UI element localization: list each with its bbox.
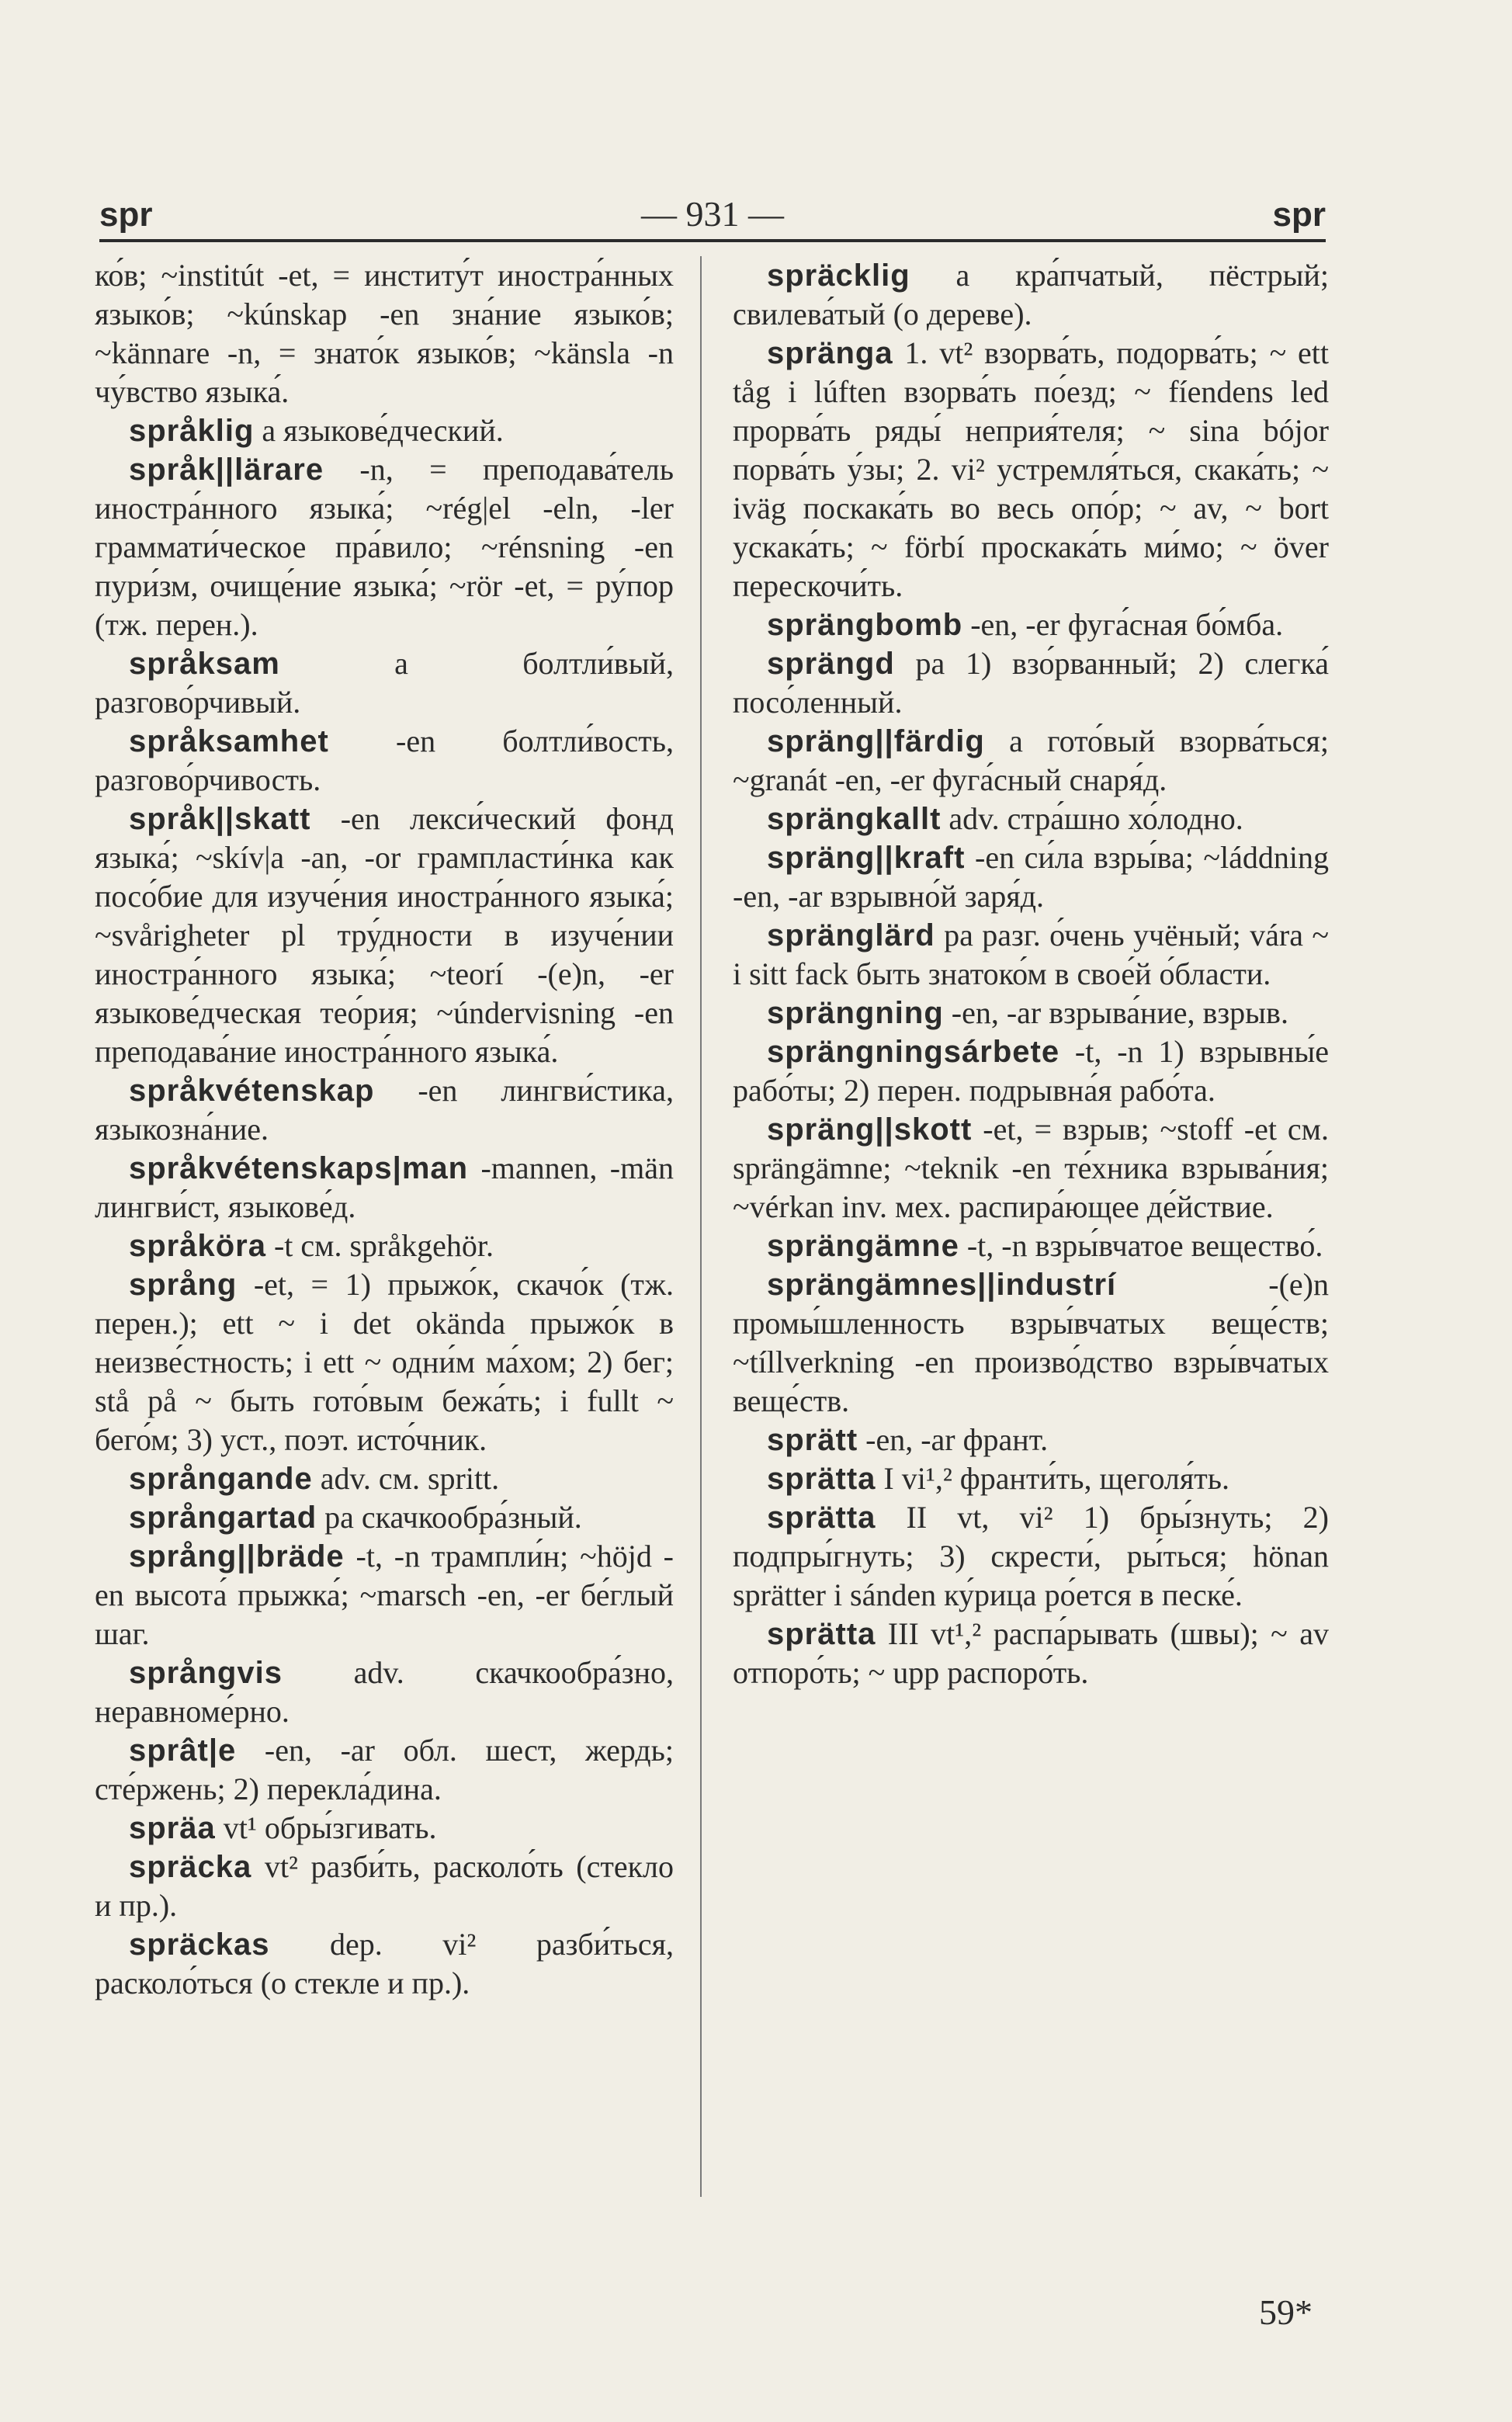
entry-definition: -mannen, -män лингви́ст, языкове́д. xyxy=(95,1150,674,1224)
entry-definition: pa скачкообра́зный. xyxy=(317,1500,582,1535)
entry-headword: sprätta xyxy=(767,1617,876,1651)
entry-definition: dep. vi² разби́ться, расколо́ться (о стекле и пр.). xyxy=(95,1927,674,2000)
entry-headword: språksamhet xyxy=(129,724,329,758)
entry-headword: språksam xyxy=(129,647,280,681)
entry-definition: -et, = взрыв; ~stoff -et см. sprängämne; ~teknik -en те́хника взрыва́ния; ~vérkan inv. мех. распира́ющее де́йствие. xyxy=(733,1112,1329,1224)
entry-definition: adv. скачкообра́зно, неравноме́рно. xyxy=(95,1655,674,1729)
dictionary-entry xyxy=(733,1227,1329,1265)
dictionary-entry xyxy=(95,411,674,450)
entry-definition: -n, = преподава́тель иностра́нного языка́; ~rég|el -eln, -ler граммати́ческое пра́вило; ~rénsning -en пури́зм, очище́ние языка́; ~rör -et, = ру́пор (тж. перен.). xyxy=(95,452,674,642)
entry-definition: adv. см. spritt. xyxy=(312,1461,500,1496)
entry-headword: spräng||kraft xyxy=(767,841,966,875)
entry-headword: språkvétenskap xyxy=(129,1074,375,1108)
entry-definition: -et, = 1) прыжо́к, скачо́к (тж. перен.); ett ~ i det okända прыжо́к в неизве́стность; i ett ~ одни́м ма́хом; 2) бег; stå på ~ быть гото́вым бежа́ть; i fullt ~ бего́м; 3) уст., поэт. исто́чник. xyxy=(95,1267,674,1457)
dictionary-entry xyxy=(733,722,1329,800)
entry-definition: -en, -ar франт. xyxy=(858,1422,1049,1457)
dictionary-entry xyxy=(95,1848,674,1925)
entry-headword: språkvétenskaps|man xyxy=(129,1151,469,1185)
entry-definition: vt¹ обры́згивать. xyxy=(215,1810,437,1845)
dictionary-entry xyxy=(95,722,674,800)
entry-definition: I vi¹,² франти́ть, щеголя́ть. xyxy=(876,1461,1230,1496)
dictionary-entry xyxy=(95,1653,674,1731)
entry-headword: spränga xyxy=(767,336,893,370)
left-guide-word: spr xyxy=(99,196,153,234)
entry-definition: -en болтли́вость, разгово́рчивость. xyxy=(95,723,674,797)
dictionary-entry xyxy=(733,606,1329,644)
dictionary-entry xyxy=(733,1459,1329,1498)
entry-definition: vt² разби́ть, расколо́ть (стекло и пр.). xyxy=(95,1849,674,1923)
entry-headword: språngvis xyxy=(129,1656,283,1690)
dictionary-entry xyxy=(95,450,674,644)
entry-headword: sprätta xyxy=(767,1501,876,1535)
entry-headword: sprängd xyxy=(767,647,895,681)
entry-headword: språngande xyxy=(129,1462,313,1496)
dictionary-entry xyxy=(733,644,1329,722)
entry-definition: -t, -n взры́вчатое вещество́. xyxy=(959,1228,1323,1263)
dictionary-entry xyxy=(95,1731,674,1809)
right-guide-word: spr xyxy=(1272,196,1326,234)
entry-definition: -en, -ar обл. шест, жердь; сте́ржень; 2) перекла́дина. xyxy=(95,1733,674,1806)
entry-headword: sprât|e xyxy=(129,1733,237,1768)
entry-definition: -en лекси́ческий фонд языка́; ~skív|a -an, -or грампласти́нка как посо́бие для изуче́ния иностра́нного языка́; ~svårigheter pl тру́дности в изуче́нии иностра́нного языка́; ~teorí -(e)n, -er языкове́дческая тео́рия; ~úndervisning -en преподава́ние иностра́нного языка́. xyxy=(95,801,674,1069)
dictionary-entry xyxy=(95,1265,674,1459)
dictionary-columns xyxy=(95,256,1329,2197)
dictionary-entry xyxy=(95,1071,674,1149)
dictionary-entry xyxy=(733,334,1329,606)
entry-headword: sprängämne xyxy=(767,1229,959,1263)
entry-definition: a языкове́дческий. xyxy=(254,413,504,448)
dictionary-entry xyxy=(95,1498,674,1537)
entry-headword: sprängämnes||industrí xyxy=(767,1268,1117,1302)
entry-definition: III vt¹,² распа́рывать (швы); ~ av отпоро́ть; ~ upp распоро́ть. xyxy=(733,1616,1329,1690)
entry-definition: ко́в; ~institút -et, = институ́т иностра́нных языко́в; ~kúnskap -en зна́ние языко́в; ~kännare -n, = знато́к языко́в; ~känsla -n чу́вство языка́. xyxy=(95,258,674,409)
dictionary-entry xyxy=(733,1032,1329,1110)
entry-headword: sprängning xyxy=(767,996,944,1030)
dictionary-entry xyxy=(95,800,674,1071)
signature-mark: 59* xyxy=(1259,2292,1313,2332)
entry-headword: språköra xyxy=(129,1229,266,1263)
entry-definition: -en, -er фуга́сная бо́мба. xyxy=(962,607,1284,642)
entry-headword: spräng||skott xyxy=(767,1112,973,1147)
dictionary-entry xyxy=(733,916,1329,994)
entry-definition: pa разг. о́чень учёный; vára ~ i sitt fack быть знатоко́м в свое́й о́бласти. xyxy=(733,918,1329,991)
entry-definition: 1. vt² взорва́ть, подорва́ть; ~ ett tåg i lúften взорва́ть по́езд; ~ fíendens led прорва́ть ряды́ неприя́теля; ~ sina bójor порва́ть у́зы; 2. vi² устремля́ться, скака́ть; ~ iväg поскака́ть во весь опо́р; ~ av, ~ bort ускака́ть; ~ förbí проскака́ть ми́мо; ~ över перескочи́ть. xyxy=(733,335,1329,603)
entry-definition: a болтли́вый, разгово́рчивый. xyxy=(95,646,674,720)
entry-headword: språklig xyxy=(129,414,255,448)
entry-headword: spräckas xyxy=(129,1928,270,1962)
dictionary-entry xyxy=(95,1809,674,1848)
entry-definition: -t, -n 1) взрывны́е рабо́ты; 2) перен. подрывна́я рабо́та. xyxy=(733,1034,1329,1108)
entry-definition: adv. стра́шно хо́лодно. xyxy=(941,801,1243,836)
left-column xyxy=(95,256,700,2197)
entry-headword: språk||lärare xyxy=(129,453,324,487)
entry-headword: sprängningsárbete xyxy=(767,1035,1060,1069)
entry-headword: språng xyxy=(129,1268,238,1302)
entry-headword: spräcka xyxy=(129,1850,252,1884)
dictionary-entry xyxy=(733,800,1329,838)
page-number: — 931 — xyxy=(641,194,784,234)
entry-definition: pa 1) взо́рванный; 2) слегка́ посо́ленный. xyxy=(733,646,1329,720)
entry-definition: -en си́ла взры́ва; ~láddning -en, -ar взрывно́й заря́д. xyxy=(733,840,1329,914)
dictionary-entry xyxy=(733,1110,1329,1227)
dictionary-entry xyxy=(95,256,674,411)
entry-headword: spräcklig xyxy=(767,259,910,293)
dictionary-entry xyxy=(733,994,1329,1032)
entry-definition: II vt, vi² 1) бры́знуть; 2) подпры́гнуть; 3) скрести́, ры́ться; hönan sprätter i sánden ку́рица ро́ется в песке́. xyxy=(733,1500,1329,1612)
entry-headword: sprätt xyxy=(767,1423,858,1457)
entry-headword: språng||bräde xyxy=(129,1539,345,1574)
dictionary-entry xyxy=(95,1459,674,1498)
dictionary-entry xyxy=(95,644,674,722)
right-column xyxy=(700,256,1329,2197)
entry-definition: -en лингви́стика, языкозна́ние. xyxy=(95,1073,674,1147)
entry-headword: språk||skatt xyxy=(129,802,311,836)
entry-headword: sprängbomb xyxy=(767,608,963,642)
dictionary-entry xyxy=(95,1227,674,1265)
entry-headword: spräa xyxy=(129,1811,216,1845)
entry-headword: sprätta xyxy=(767,1462,876,1496)
entry-definition: -(e)n промы́шленность взры́вчатых веще́ств; ~tíllverkning -en произво́дство взры́вчатых веще́ств. xyxy=(733,1267,1329,1418)
dictionary-entry xyxy=(95,1925,674,2003)
dictionary-entry xyxy=(733,1421,1329,1459)
dictionary-entry xyxy=(733,1615,1329,1692)
dictionary-entry xyxy=(95,1149,674,1227)
entry-headword: spräng||färdig xyxy=(767,724,985,758)
dictionary-entry xyxy=(733,256,1329,334)
entry-definition: a кра́пчатый, пёстрый; свилева́тый (о дереве). xyxy=(733,258,1329,331)
entry-definition: a гото́вый взорва́ться; ~granát -en, -er фуга́сный снаря́д. xyxy=(733,723,1329,797)
entry-definition: -en, -ar взрыва́ние, взрыв. xyxy=(943,995,1288,1030)
entry-headword: spränglärd xyxy=(767,918,935,952)
entry-definition: -t, -n трампли́н; ~höjd -en высота́ прыжка́; ~marsch -en, -er бе́глый шаг. xyxy=(95,1539,674,1651)
dictionary-entry xyxy=(733,1265,1329,1421)
entry-headword: sprängkallt xyxy=(767,802,942,836)
entry-headword: språngartad xyxy=(129,1501,317,1535)
dictionary-entry xyxy=(95,1537,674,1653)
entry-definition: -t см. språkgehör. xyxy=(265,1228,494,1263)
dictionary-entry xyxy=(733,838,1329,916)
dictionary-entry xyxy=(733,1498,1329,1615)
page-header xyxy=(99,180,1326,242)
